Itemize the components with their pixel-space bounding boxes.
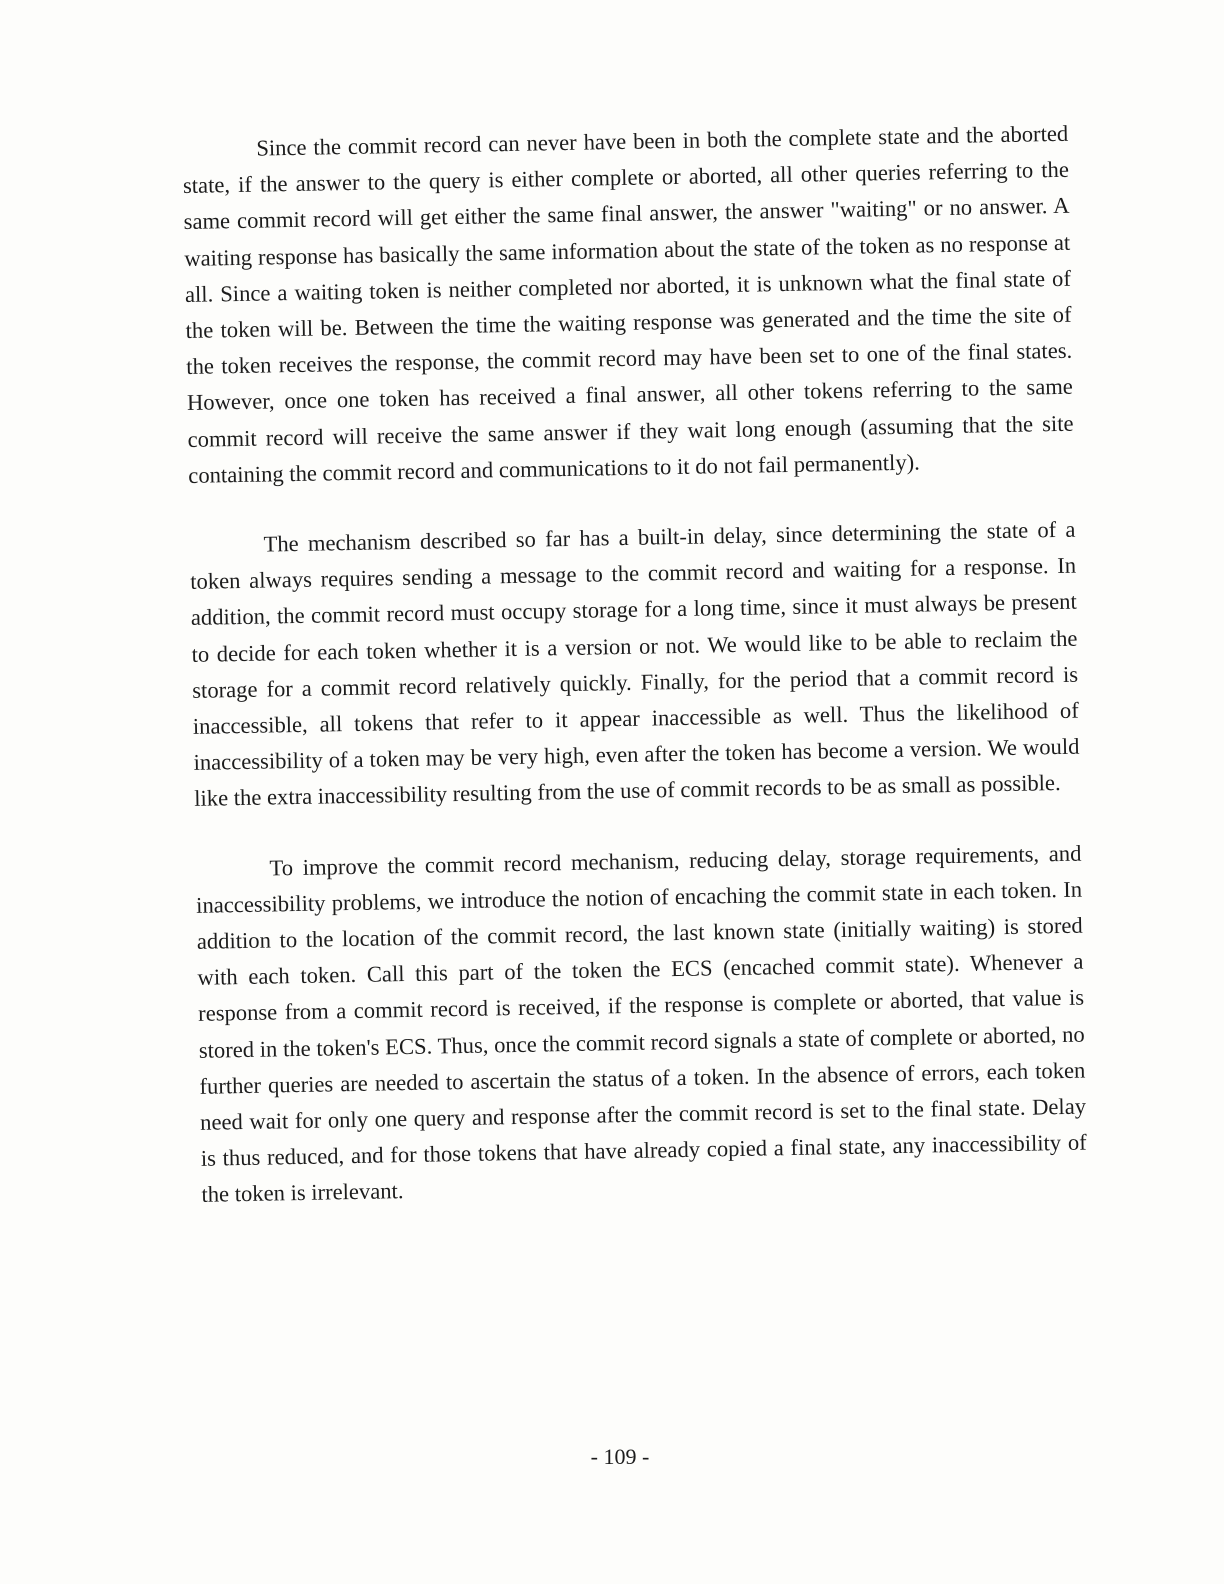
paragraph-3: To improve the commit record mechanism, reducing delay, storage requirements, and inaccessibility problems, we introduce the notion of encaching the commit state in each token. In addition to the location of the commit record, the last known state (initially waiting) is stored with each token. Call this part of the token the ECS (encached commit state). Whenever a response from a commit record is received, if the response is complete or aborted, that value is stored in the token's ECS. Thus, once the commit record signals a state of complete or aborted, no further queries are needed to ascertain the status of a token. In the absence of errors, each token need wait for only one query and response after the commit record is set to the final state. Delay is thus reduced, and for those tokens that have already copied a final state, any inaccessibility of the token is irrelevant.: [195, 840, 1087, 1208]
paragraph-2: The mechanism described so far has a built-in delay, since determining the state of a token always requires sending a message to the commit record and waiting for a response. In addition, the commit record must occupy storage for a long time, since it must always be present to decide for each token whether it is a version or not. We would like to be able to reclaim the storage for a commit record relatively quickly. Finally, for the period that a commit record is inaccessible, all tokens that refer to it appear inaccessible as well. Thus the likelihood of inaccessibility of a token may be very high, even after the token has become a version. We would like the extra inaccessibility resulting from the use of commit records to be as small as possible.: [190, 516, 1080, 812]
page-number: - 109 -: [590, 1444, 650, 1469]
paragraph-1: Since the commit record can never have been in both the complete state and the aborted state, if the answer to the query is either complete or aborted, all other queries referring to the same commit record will get either the same final answer, the answer "waiting" or no answer. A waiting response has basically the same information about the state of the token as no response at all. Since a waiting token is neither completed nor aborted, it is unknown what the final state of the token will be. Between the time the waiting response was generated and the time the site of the token receives the response, the commit record may have been set to one of the final states. However, once one token has received a final answer, all other tokens referring to the same commit record will receive the same answer if they wait long enough (assuming that the site containing the commit record and communications to it do not fail permanently).: [182, 120, 1074, 488]
body-text: [182, 116, 1088, 1214]
